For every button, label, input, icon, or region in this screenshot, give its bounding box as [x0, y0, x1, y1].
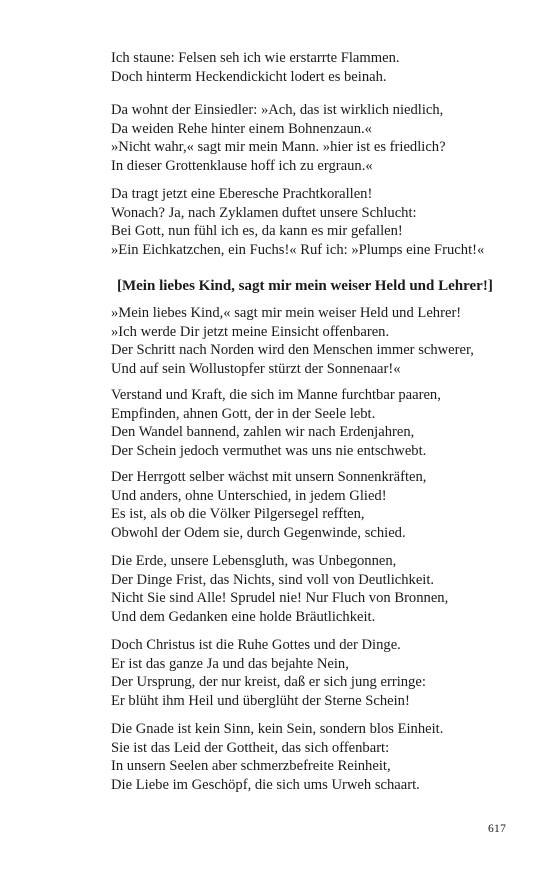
verse-line: Es ist, als ob die Völker Pilgersegel refften, — [111, 506, 365, 523]
verse-line: Den Wandel bannend, zahlen wir nach Erdenjahren, — [111, 424, 415, 441]
verse-line: Die Liebe im Geschöpf, die sich ums Urweh schaart. — [111, 776, 420, 793]
verse-line: Verstand und Kraft, die sich im Manne furchtbar paaren, — [111, 387, 441, 403]
verse-line: In dieser Grottenklause hoff ich zu ergraun.« — [111, 157, 373, 174]
page-number: 617 — [488, 823, 507, 835]
stanza-4 — [111, 304, 521, 378]
verse-line: Sie ist das Leid der Gottheit, das sich offenbart: — [111, 739, 390, 756]
verse-line: Der Herrgott selber wächst mit unsern Sonnenkräften, — [111, 469, 427, 485]
stanza-3 — [111, 185, 521, 259]
verse-line: Nicht Sie sind Alle! Sprudel nie! Nur Fluch von Bronnen, — [111, 590, 449, 607]
stanza-7 — [111, 552, 521, 626]
verse-line: Bei Gott, nun fühl ich es, da kann es mir gefallen! — [111, 223, 403, 240]
verse-line: Da weiden Rehe hinter einem Bohnenzaun.« — [111, 120, 372, 137]
verse-line: Und anders, ohne Unterschied, in jedem Glied! — [111, 487, 387, 504]
stanza-1 — [111, 49, 521, 86]
verse-line: Ich staune: Felsen seh ich wie erstarrte Flammen. — [111, 50, 400, 66]
verse-line: Und auf sein Wollustopfer stürzt der Sonnenaar!« — [111, 360, 401, 377]
verse-line: Der Ursprung, der nur kreist, daß er sich jung erringe: — [111, 674, 426, 691]
verse-line: Er ist das ganze Ja und das bejahte Nein, — [111, 655, 349, 672]
stanza-8 — [111, 636, 521, 710]
section-title: [Mein liebes Kind, sagt mir mein weiser Held und Lehrer!] — [117, 278, 493, 294]
verse-line: Die Erde, unsere Lebensgluth, was Unbegonnen, — [111, 553, 397, 569]
verse-line: Und dem Gedanken eine holde Bräutlichkeit. — [111, 608, 376, 625]
verse-line: In unsern Seelen aber schmerzbefreite Reinheit, — [111, 758, 391, 775]
verse-line: Da wohnt der Einsiedler: »Ach, das ist wirklich niedlich, — [111, 102, 444, 118]
verse-line: Doch hinterm Heckendickicht lodert es beinah. — [111, 68, 387, 85]
stanza-5 — [111, 386, 521, 460]
verse-line: Er blüht ihm Heil und überglüht der Sterne Schein! — [111, 692, 410, 709]
verse-line: »Mein liebes Kind,« sagt mir mein weiser Held und Lehrer! — [111, 305, 462, 321]
verse-line: Doch Christus ist die Ruhe Gottes und der Dinge. — [111, 637, 401, 653]
verse-line: »Nicht wahr,« sagt mir mein Mann. »hier ist es friedlich? — [111, 139, 446, 156]
verse-line: Der Schritt nach Norden wird den Menschen immer schwerer, — [111, 342, 474, 359]
verse-line: Der Schein jedoch vermuthet was uns nie entschwebt. — [111, 442, 427, 459]
stanza-2 — [111, 101, 521, 175]
stanza-9 — [111, 720, 521, 794]
verse-line: Der Dinge Frist, das Nichts, sind voll von Deutlichkeit. — [111, 571, 435, 588]
verse-line: Da tragt jetzt eine Eberesche Prachtkorallen! — [111, 186, 373, 202]
verse-line: Empfinden, ahnen Gott, der in der Seele lebt. — [111, 405, 376, 422]
stanza-6 — [111, 468, 521, 542]
verse-line: Wonach? Ja, nach Zyklamen duftet unsere Schlucht: — [111, 204, 417, 221]
verse-line: »Ich werde Dir jetzt meine Einsicht offenbaren. — [111, 323, 390, 340]
verse-line: »Ein Eichkatzchen, ein Fuchs!« Ruf ich: »Plumps eine Frucht!« — [111, 241, 485, 258]
verse-line: Obwohl der Odem sie, durch Gegenwinde, schied. — [111, 524, 406, 541]
verse-line: Die Gnade ist kein Sinn, kein Sein, sondern blos Einheit. — [111, 721, 444, 737]
